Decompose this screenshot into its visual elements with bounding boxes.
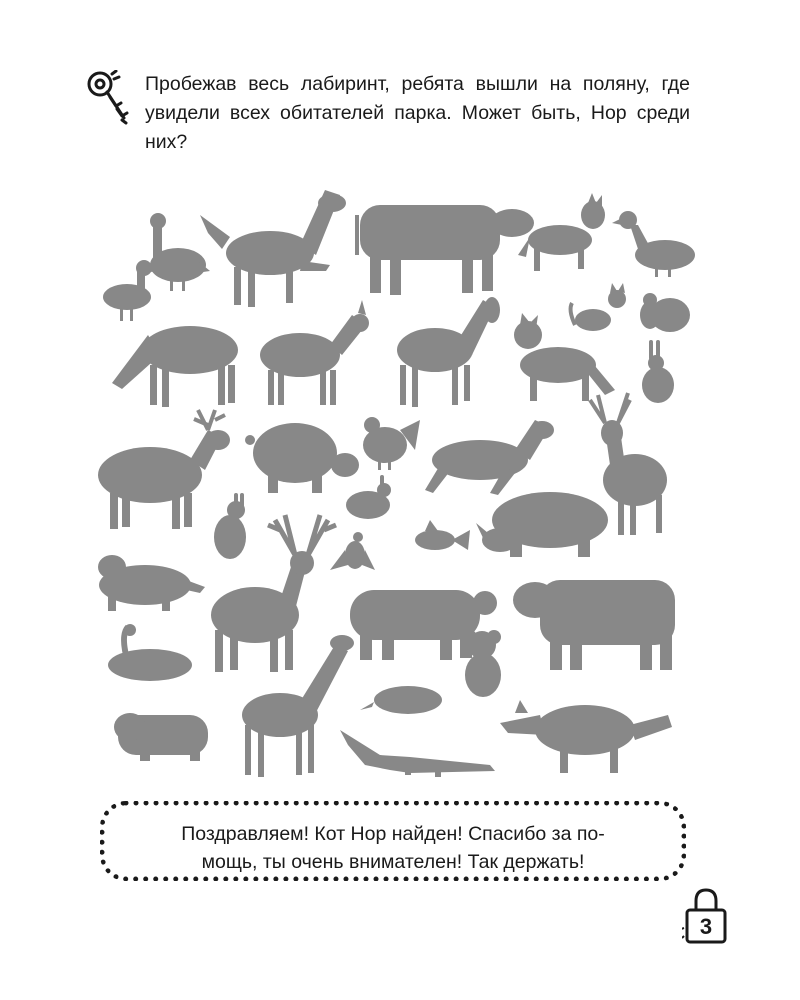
tiger-silhouette <box>98 555 205 611</box>
rhinoceros-silhouette <box>476 492 608 557</box>
fish-silhouette <box>415 520 470 550</box>
congratulations-text <box>125 820 661 876</box>
rabbit-small-silhouette <box>346 475 391 519</box>
goose-right-silhouette <box>612 211 695 277</box>
rabbit-sitting-silhouette <box>214 493 246 559</box>
hedgehog-silhouette <box>360 686 442 714</box>
rooster-silhouette <box>363 417 420 470</box>
horse-middle-silhouette <box>397 297 500 407</box>
hippopotamus-silhouette <box>114 713 208 761</box>
goose-silhouette <box>150 213 210 291</box>
wolf-silhouette <box>500 700 672 773</box>
page-number: 3 <box>699 914 713 939</box>
horse-silhouette <box>200 190 346 307</box>
giraffe-silhouette <box>242 635 354 777</box>
congratulations-line-1: Поздравляем! Кот Нор найден! Спасибо за по- <box>181 823 605 845</box>
cow-silhouette <box>355 205 534 295</box>
goat-silhouette <box>260 300 369 405</box>
squirrel-silhouette <box>640 293 690 332</box>
deer-silhouette <box>98 410 230 529</box>
eagle-silhouette <box>330 532 375 570</box>
pig-silhouette <box>245 423 359 493</box>
congratulations-box <box>100 801 686 881</box>
running-horse-silhouette <box>425 420 554 495</box>
cow-right-silhouette <box>513 580 675 670</box>
intro-text: Пробежав весь лабиринт, ребята вышли на поляну, где увидели всех обитателей парка. Может быть, Нор среди них? <box>145 73 690 153</box>
swan-silhouette <box>108 624 192 681</box>
rabbit-silhouette <box>642 340 674 403</box>
cat-silhouette <box>571 283 626 331</box>
crocodile-silhouette <box>340 730 495 777</box>
dog-silhouette <box>518 193 605 271</box>
congratulations-line-2: мощь, ты очень внимателен! Так держать! <box>201 851 585 873</box>
horse-grazing-silhouette <box>112 326 238 407</box>
animal-silhouettes <box>90 175 710 785</box>
koala-silhouette <box>463 630 501 697</box>
key-icon <box>84 70 140 132</box>
